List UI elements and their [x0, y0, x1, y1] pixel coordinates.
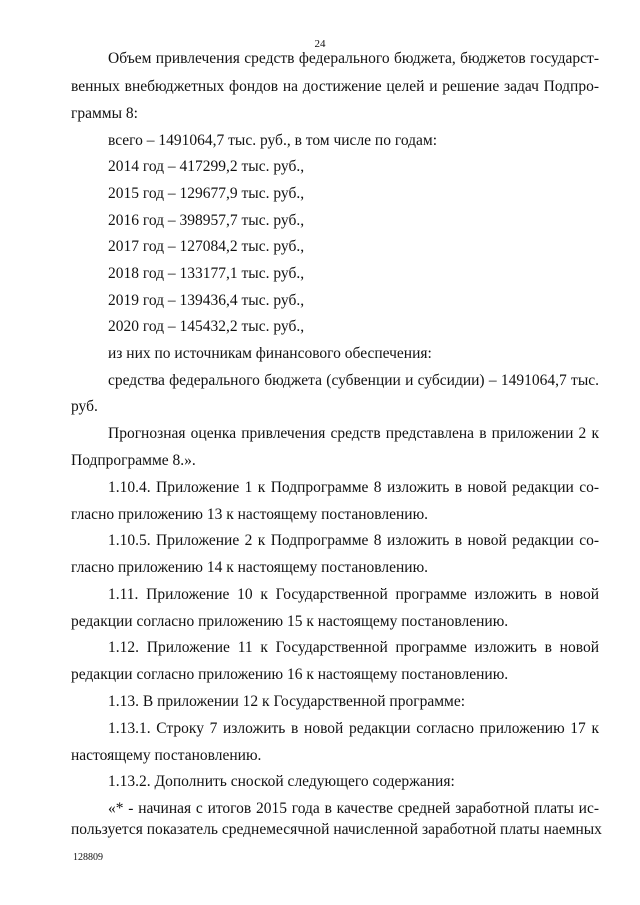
text-line: 1.13.2. Дополнить сноской следующего содержания: [108, 773, 455, 790]
list-item: 2018 год – 133177,1 тыс. руб., [108, 265, 305, 282]
list-item: 2020 год – 145432,2 тыс. руб., [108, 318, 305, 335]
text-line: руб. [71, 398, 98, 415]
text-line: «* - начиная с итогов 2015 года в качестве средней заработной платы ис- [108, 800, 599, 817]
list-item: 2019 год – 139436,4 тыс. руб., [108, 292, 305, 309]
text-line: 1.11. Приложение 10 к Государственной программе изложить в новой [108, 586, 599, 603]
text-line: средства федерального бюджета (субвенции и субсидии) – 1491064,7 тыс. [108, 372, 599, 389]
text-line: Объем привлечения средств федерального бюджета, бюджетов государст- [108, 50, 599, 67]
text-line: 1.10.4. Приложение 1 к Подпрограмме 8 изложить в новой редакции со- [108, 479, 599, 496]
text-line: из них по источникам финансового обеспечения: [108, 345, 432, 362]
text-line: всего – 1491064,7 тыс. руб., в том числе по годам: [108, 132, 438, 149]
text-line: граммы 8: [71, 105, 138, 122]
text-line: венных внебюджетных фондов на достижение целей и решение задач Подпро- [71, 78, 599, 95]
text-line: 1.13.1. Строку 7 изложить в новой редакции согласно приложению 17 к [108, 720, 599, 737]
text-line: редакции согласно приложению 15 к настоящему постановлению. [71, 613, 509, 630]
text-line: 1.13. В приложении 12 к Государственной программе: [108, 693, 466, 710]
text-line: Прогнозная оценка привлечения средств представлена в приложении 2 к [108, 425, 599, 442]
list-item: 2016 год – 398957,7 тыс. руб., [108, 212, 305, 229]
text-line: гласно приложению 13 к настоящему постановлению. [71, 506, 429, 523]
text-line: Подпрограмме 8.». [71, 452, 196, 469]
list-item: 2017 год – 127084,2 тыс. руб., [108, 238, 305, 255]
page-number: 24 [314, 38, 326, 50]
text-line: пользуется показатель среднемесячной начисленной заработной платы наемных [71, 821, 602, 838]
document-code: 128809 [73, 852, 103, 863]
list-item: 2015 год – 129677,9 тыс. руб., [108, 185, 305, 202]
text-line: гласно приложению 14 к настоящему постановлению. [71, 559, 429, 576]
text-line: настоящему постановлению. [71, 747, 262, 764]
list-item: 2014 год – 417299,2 тыс. руб., [108, 158, 305, 175]
text-line: 1.10.5. Приложение 2 к Подпрограмме 8 изложить в новой редакции со- [108, 532, 599, 549]
text-line: редакции согласно приложению 16 к настоящему постановлению. [71, 666, 509, 683]
text-line: 1.12. Приложение 11 к Государственной программе изложить в новой [108, 639, 599, 656]
